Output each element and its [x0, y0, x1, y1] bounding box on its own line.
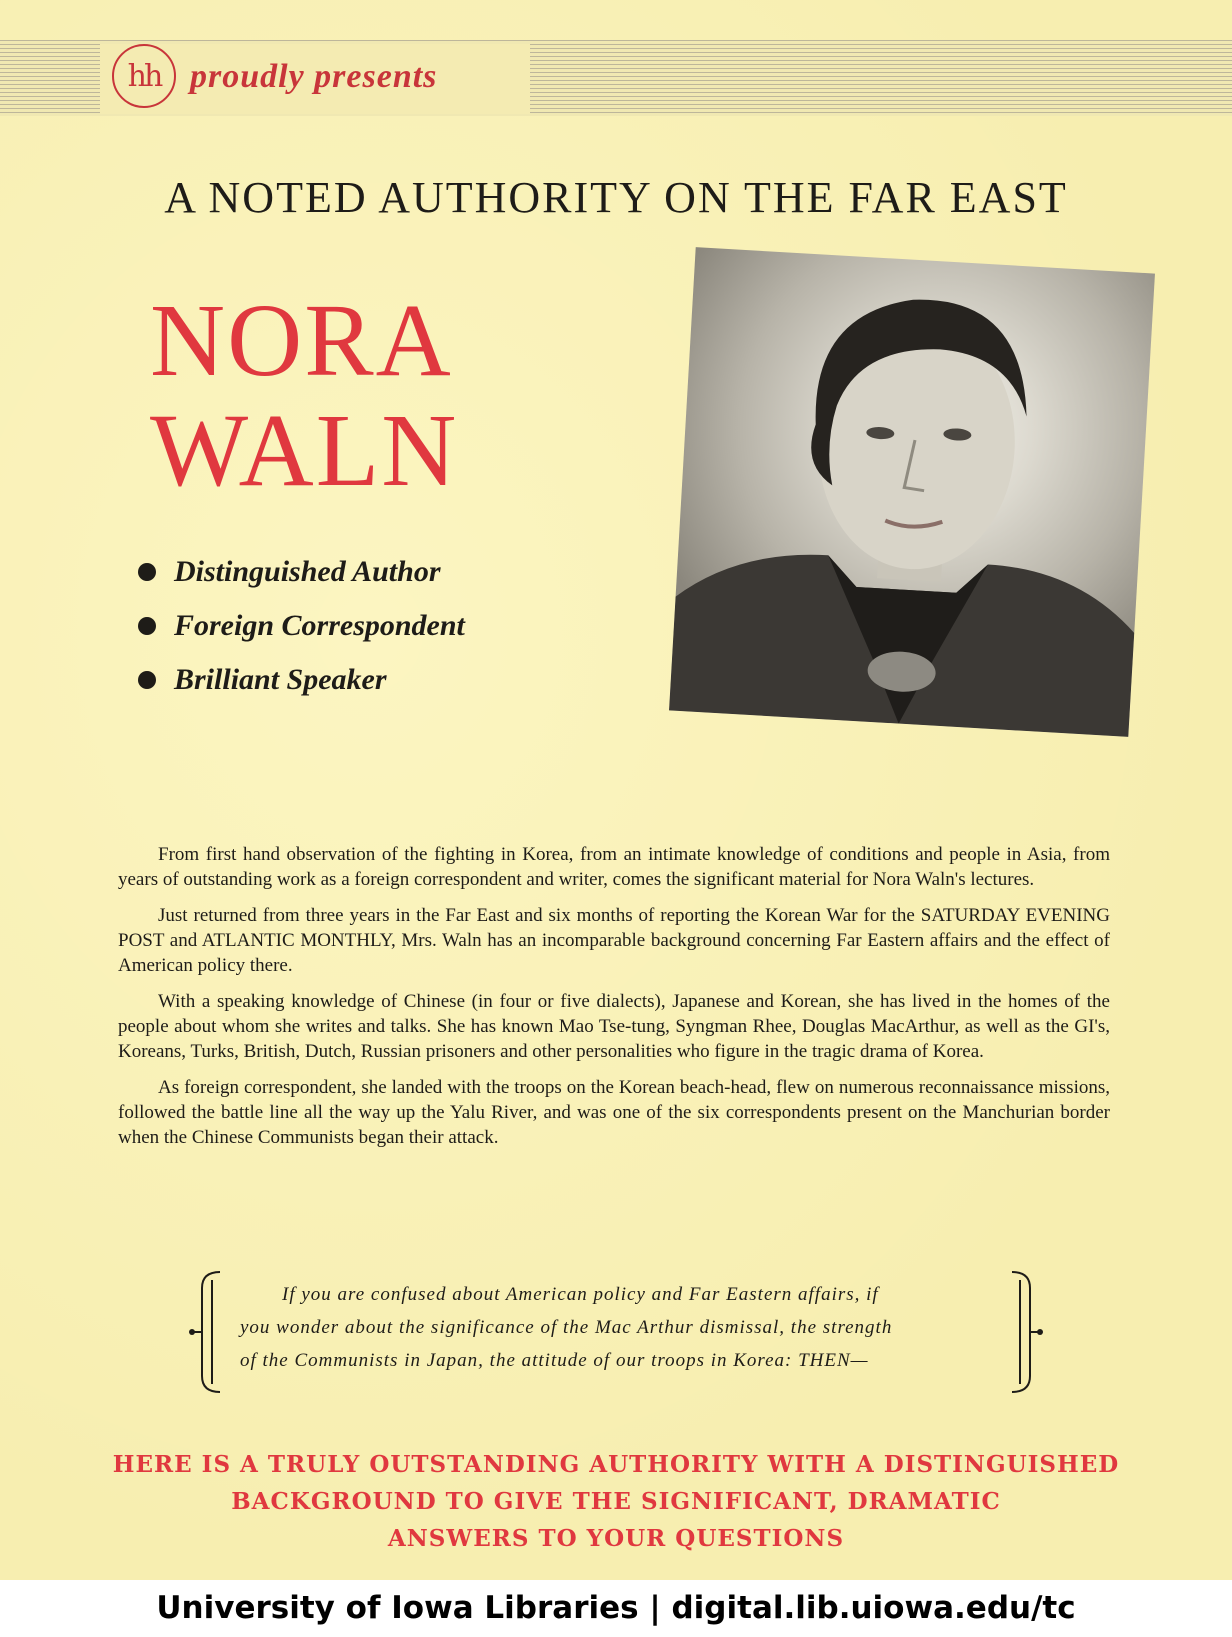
quote-block	[240, 1278, 990, 1377]
logo-text: hh	[127, 58, 161, 94]
list-item	[138, 599, 465, 653]
body-paragraph: From first hand observation of the fighting in Korea, from an intimate knowledge of conditions and people in Asia, from years of outstanding work as a foreign correspondent and writer, comes the significant material for Nora Waln's lectures.	[118, 844, 1110, 890]
portrait-illustration	[669, 247, 1155, 737]
portrait-photo	[669, 247, 1155, 737]
speaker-name	[150, 283, 459, 508]
body-paragraph: With a speaking knowledge of Chinese (in four or five dialects), Japanese and Korean, she has lived in the homes of the people about whom she writes and talks. She has known Mao Tse-tung, Syngman Rhee, Douglas MacArthur, as well as the GI's, Koreans, Turks, British, Dutch, Russian prisoners and other personalities who figure in the tragic drama of Korea.	[118, 991, 1110, 1062]
list-item	[138, 545, 465, 599]
speaker-first-name: NORA	[150, 283, 453, 398]
closing-line: ANSWERS TO YOUR QUESTIONS	[387, 1525, 845, 1552]
hh-logo	[112, 44, 176, 108]
speaker-last-name: WALN	[150, 393, 459, 508]
quote-line: you wonder about the significance of the Mac Arthur dismissal, the strength	[240, 1317, 893, 1338]
bullet-icon	[138, 617, 156, 635]
credential-label: Brilliant Speaker	[174, 663, 387, 696]
body-copy	[118, 842, 1110, 1161]
library-attribution: University of Iowa Libraries | digital.lib.uiowa.edu/tc	[0, 1580, 1232, 1637]
body-paragraph: Just returned from three years in the Far East and six months of reporting the Korean War for the SATURDAY EVENING POST and ATLANTIC MONTHLY, Mrs. Waln has an incomparable background concerning Far Eastern affairs and the effect of American policy there.	[118, 905, 1110, 976]
list-item	[138, 653, 465, 707]
quote-line: of the Communists in Japan, the attitude of our troops in Korea: THEN—	[240, 1350, 869, 1371]
credential-label: Distinguished Author	[174, 555, 441, 588]
quote-line: If you are confused about American policy and Far Eastern affairs, if	[282, 1284, 879, 1305]
credential-label: Foreign Correspondent	[174, 609, 465, 642]
bullet-icon	[138, 563, 156, 581]
body-paragraph: As foreign correspondent, she landed with the troops on the Korean beach-head, flew on numerous reconnaissance missions, followed the battle line all the way up the Yalu River, and was one of the six correspondents present on the Manchurian border when the Chinese Communists began their attack.	[118, 1077, 1110, 1148]
proudly-presents: proudly presents	[190, 58, 438, 95]
credentials-list	[138, 545, 465, 707]
closing-line: HERE IS A TRULY OUTSTANDING AUTHORITY WITH A DISTINGUISHED	[112, 1451, 1120, 1478]
bullet-icon	[138, 671, 156, 689]
closing-statement	[0, 1446, 1232, 1557]
closing-line: BACKGROUND TO GIVE THE SIGNIFICANT, DRAMATIC	[231, 1488, 1001, 1515]
page-headline: A NOTED AUTHORITY ON THE FAR EAST	[164, 173, 1068, 222]
